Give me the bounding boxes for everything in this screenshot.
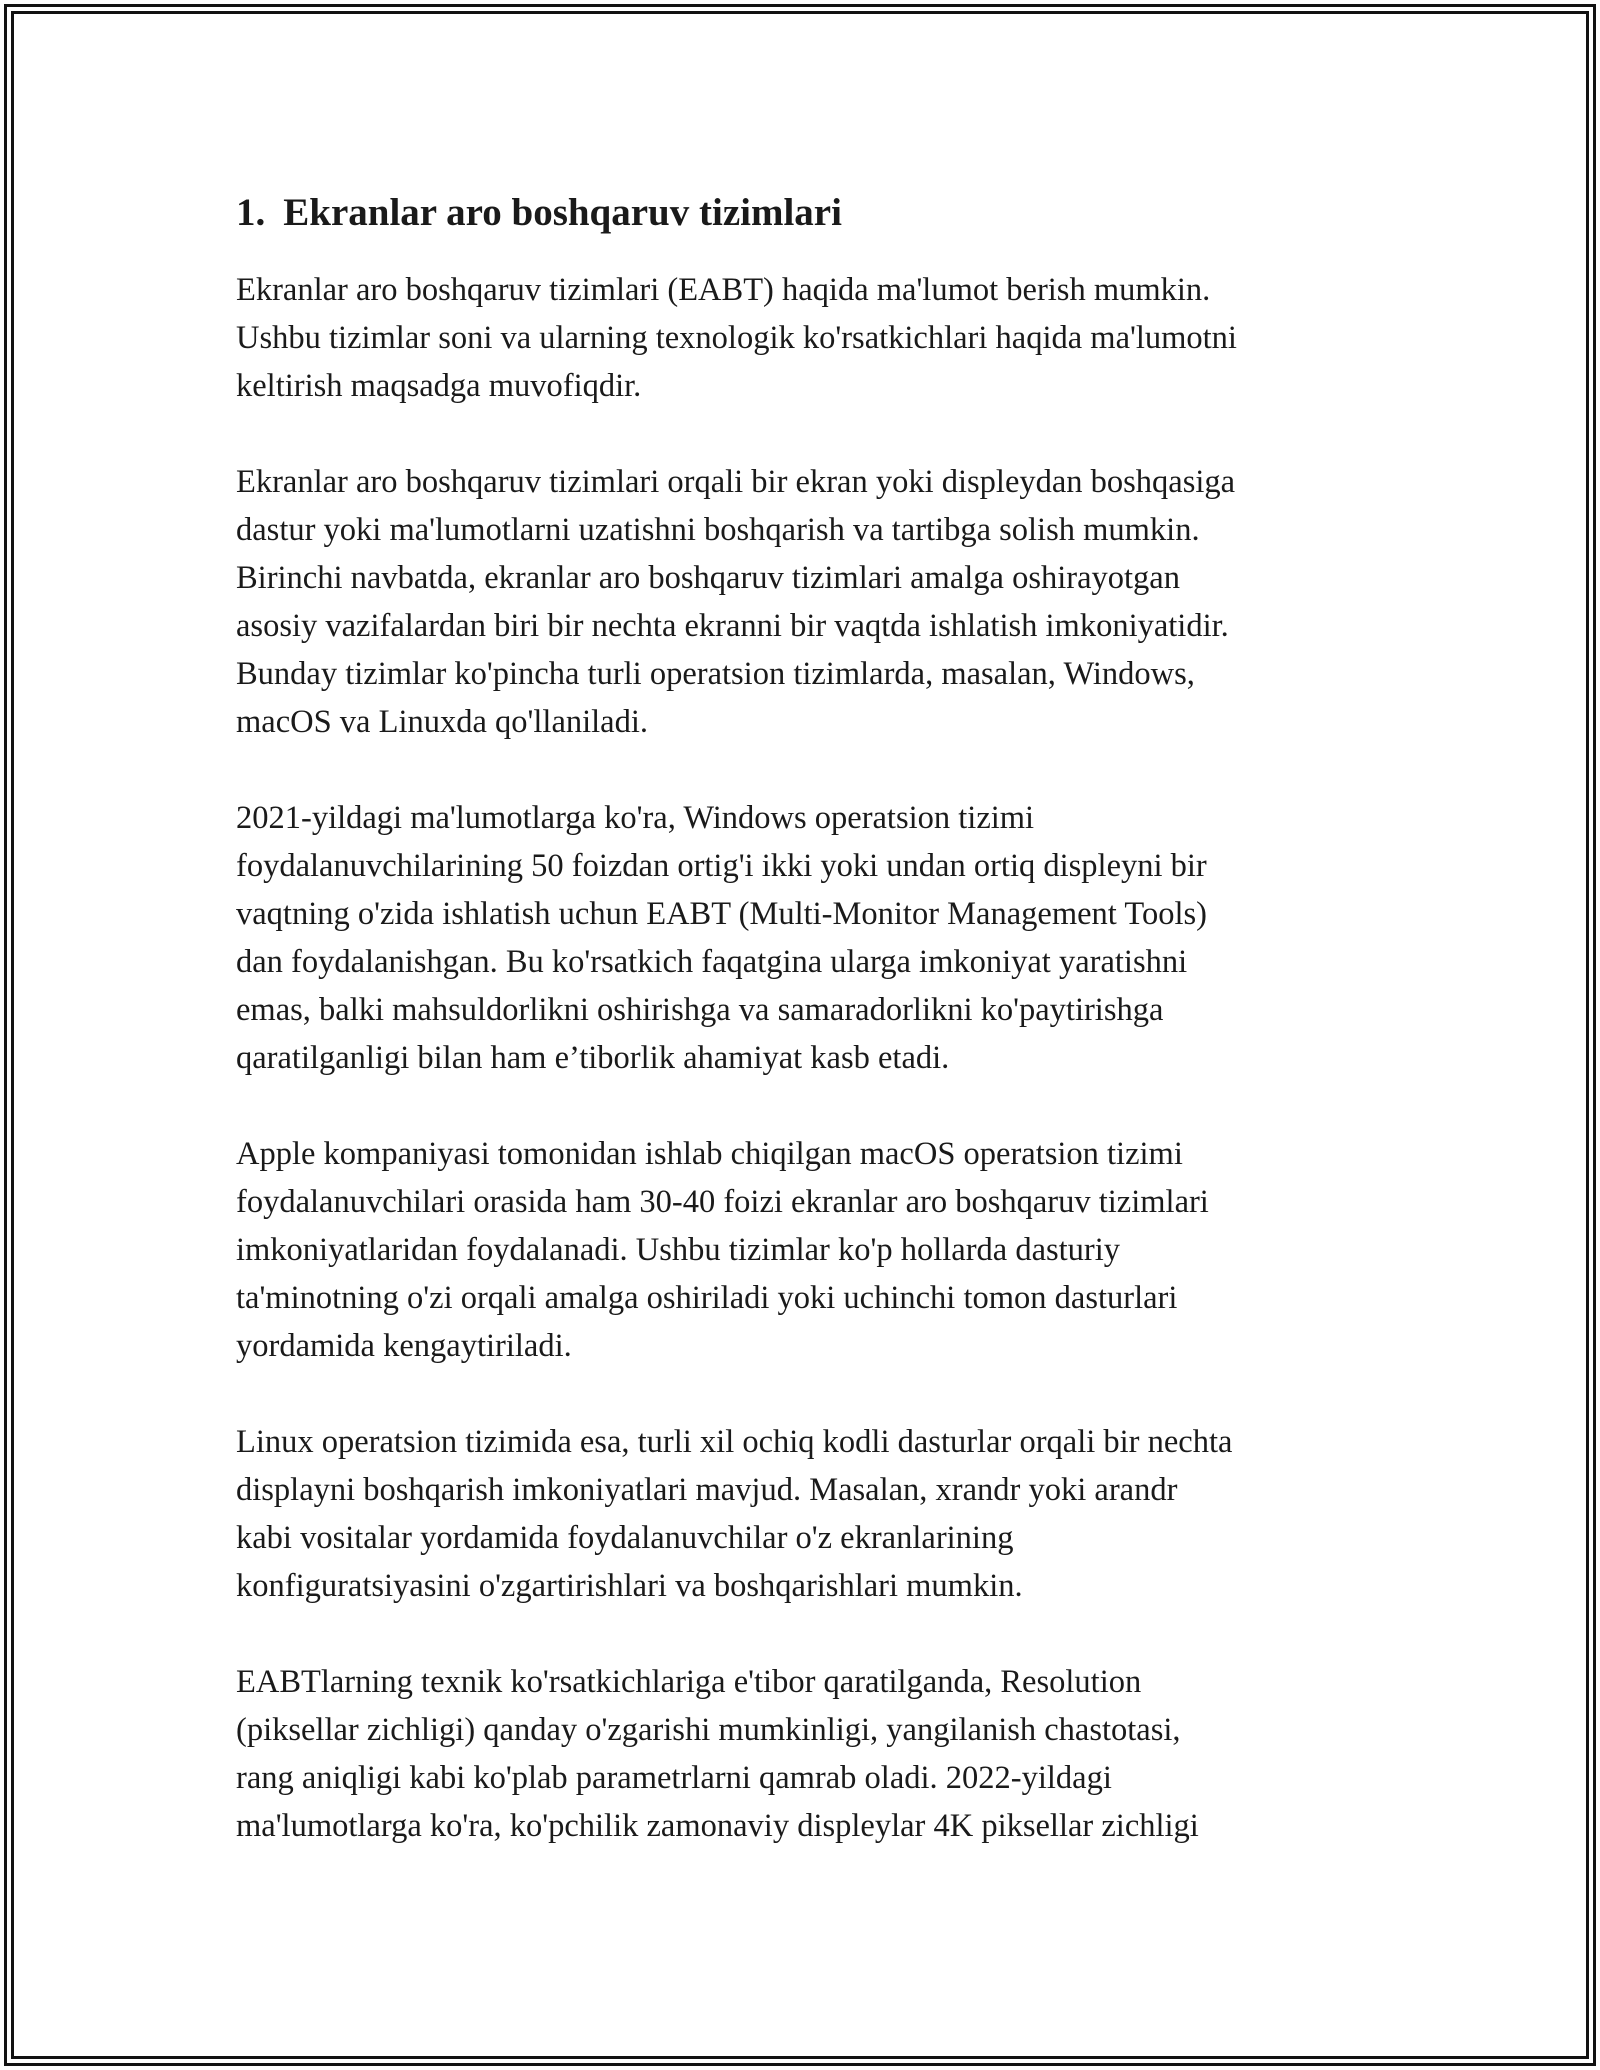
paragraph-line: vaqtning o'zida ishlatish uchun EABT (Multi-Monitor Management Tools) [236, 896, 1207, 932]
paragraph-line: asosiy vazifalardan biri bir nechta ekranni bir vaqtda ishlatish imkoniyatidir. [236, 608, 1229, 644]
paragraph-line: ma'lumotlarga ko'ra, ko'pchilik zamonaviy displeylar 4K piksellar zichligi [236, 1808, 1199, 1844]
paragraph-line: displayni boshqarish imkoniyatlari mavjud. Masalan, xrandr yoki arandr [236, 1472, 1178, 1508]
paragraph [236, 794, 1386, 1082]
paragraph-line: Linux operatsion tizimida esa, turli xil ochiq kodli dasturlar orqali bir nechta [236, 1424, 1233, 1460]
paragraph-line: (piksellar zichligi) qanday o'zgarishi mumkinligi, yangilanish chastotasi, [236, 1712, 1181, 1748]
paragraph [236, 458, 1386, 746]
paragraph [236, 1658, 1386, 1850]
paragraph-line: keltirish maqsadga muvofiqdir. [236, 368, 642, 404]
paragraph [236, 266, 1386, 410]
paragraph-line: Ushbu tizimlar soni va ularning texnologik ko'rsatkichlari haqida ma'lumotni [236, 320, 1237, 356]
paragraph-line: dan foydalanishgan. Bu ko'rsatkich faqatgina ularga imkoniyat yaratishni [236, 944, 1188, 980]
paragraph-line: Ekranlar aro boshqaruv tizimlari orqali bir ekran yoki displeydan boshqasiga [236, 464, 1236, 500]
section-number: 1. [236, 191, 266, 234]
section-heading [236, 188, 1386, 238]
paragraph-line: ta'minotning o'zi orqali amalga oshiriladi yoki uchinchi tomon dasturlari [236, 1280, 1178, 1316]
paragraph-line: kabi vositalar yordamida foydalanuvchilar o'z ekranlarining [236, 1520, 1014, 1556]
document-body [236, 188, 1386, 1898]
paragraph-line: rang aniqligi kabi ko'plab parametrlarni qamrab oladi. 2022-yildagi [236, 1760, 1112, 1796]
paragraph-line: Birinchi navbatda, ekranlar aro boshqaruv tizimlari amalga oshirayotgan [236, 560, 1180, 596]
section-title: Ekranlar aro boshqaruv tizimlari [283, 191, 842, 234]
paragraph-line: konfiguratsiyasini o'zgartirishlari va boshqarishlari mumkin. [236, 1568, 1023, 1604]
paragraph [236, 1130, 1386, 1370]
paragraph [236, 1418, 1386, 1610]
paragraph-line: foydalanuvchilarining 50 foizdan ortig'i ikki yoki undan ortiq displeyni bir [236, 848, 1207, 884]
paragraph-line: foydalanuvchilari orasida ham 30-40 foizi ekranlar aro boshqaruv tizimlari [236, 1184, 1209, 1220]
paragraph-line: imkoniyatlaridan foydalanadi. Ushbu tizimlar ko'p hollarda dasturiy [236, 1232, 1121, 1268]
paragraph-line: qaratilganligi bilan ham e’tiborlik ahamiyat kasb etadi. [236, 1040, 950, 1076]
paragraph-line: emas, balki mahsuldorlikni oshirishga va samaradorlikni ko'paytirishga [236, 992, 1164, 1028]
paragraph-line: 2021-yildagi ma'lumotlarga ko'ra, Windows operatsion tizimi [236, 800, 1035, 836]
paragraph-line: EABTlarning texnik ko'rsatkichlariga e'tibor qaratilganda, Resolution [236, 1664, 1142, 1700]
paragraph-line: Apple kompaniyasi tomonidan ishlab chiqilgan macOS operatsion tizimi [236, 1136, 1183, 1172]
paragraph-line: Ekranlar aro boshqaruv tizimlari (EABT) haqida ma'lumot berish mumkin. [236, 272, 1211, 308]
paragraph-line: macOS va Linuxda qo'llaniladi. [236, 704, 649, 740]
paragraph-line: dastur yoki ma'lumotlarni uzatishni boshqarish va tartibga solish mumkin. [236, 512, 1200, 548]
paragraph-line: yordamida kengaytiriladi. [236, 1328, 572, 1364]
paragraph-line: Bunday tizimlar ko'pincha turli operatsion tizimlarda, masalan, Windows, [236, 656, 1195, 692]
paragraph-list [236, 266, 1386, 1850]
